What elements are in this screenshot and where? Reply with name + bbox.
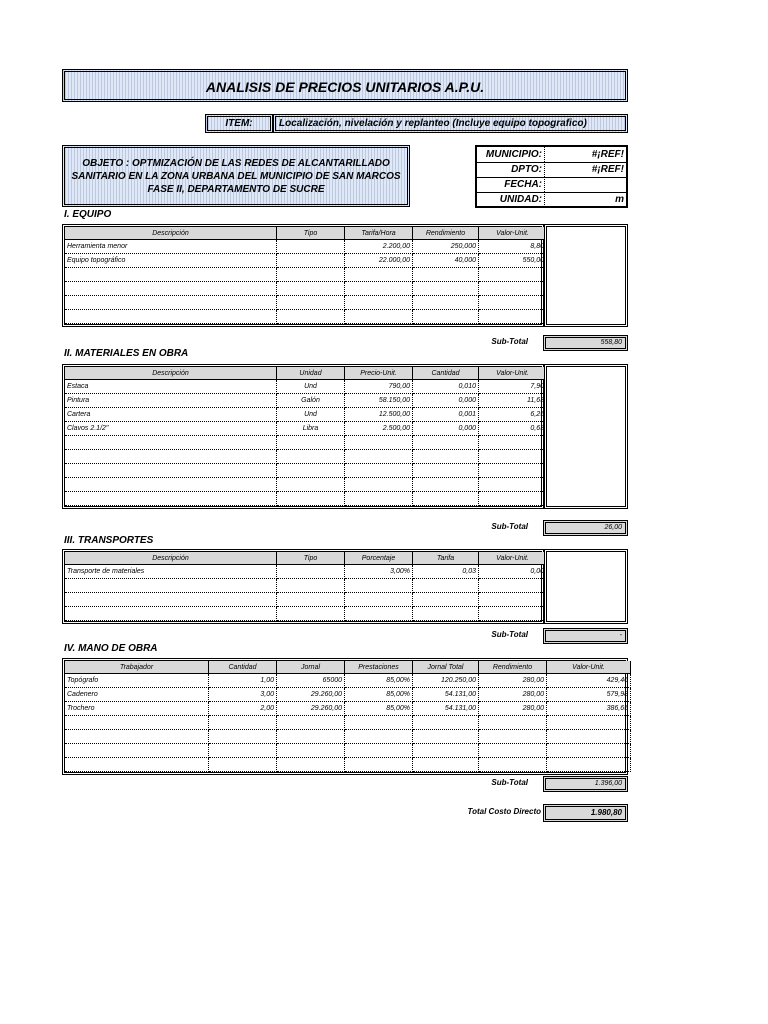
info-value-municipio: #¡REF! bbox=[591, 149, 624, 160]
transportes-side-box bbox=[544, 549, 628, 624]
transportes-cell bbox=[277, 593, 345, 607]
equipo-cell bbox=[345, 282, 413, 296]
materiales-side-box bbox=[544, 364, 628, 509]
mano_obra-cell bbox=[209, 716, 277, 730]
mano_obra-cell bbox=[277, 744, 345, 758]
transportes-cell bbox=[479, 607, 547, 621]
materiales-cell bbox=[479, 450, 547, 464]
materiales-subtotal-value: 26,00 bbox=[543, 520, 628, 536]
mano_obra-cell: 65000 bbox=[277, 674, 345, 688]
equipo-cell bbox=[413, 296, 479, 310]
mano_obra-cell: 85,00% bbox=[345, 674, 413, 688]
transportes-cell bbox=[277, 565, 345, 579]
mano_obra-cell bbox=[65, 758, 209, 772]
info-label-municipio: MUNICIPIO: bbox=[477, 147, 545, 162]
equipo-cell: Herramienta menor bbox=[65, 240, 277, 254]
mano_obra-cell: 29.260,00 bbox=[277, 702, 345, 716]
materiales-cell: Und bbox=[277, 380, 345, 394]
equipo-cell bbox=[65, 296, 277, 310]
materiales-cell bbox=[277, 436, 345, 450]
materiales-cell: 0,000 bbox=[413, 394, 479, 408]
materiales-cell: 7,90 bbox=[479, 380, 547, 394]
mano_obra-cell: 2,00 bbox=[209, 702, 277, 716]
equipo-header-1: Tipo bbox=[277, 227, 345, 240]
equipo-cell bbox=[65, 282, 277, 296]
mano_obra-cell: 280,00 bbox=[479, 674, 547, 688]
materiales-cell: 6,25 bbox=[479, 408, 547, 422]
mano_obra-header-2: Jornal bbox=[277, 661, 345, 674]
equipo-cell bbox=[277, 268, 345, 282]
materiales-cell: Libra bbox=[277, 422, 345, 436]
transportes-header-3: Tarifa bbox=[413, 552, 479, 565]
equipo-cell bbox=[277, 296, 345, 310]
materiales-cell: 0,63 bbox=[479, 422, 547, 436]
transportes-cell bbox=[65, 579, 277, 593]
equipo-cell bbox=[345, 296, 413, 310]
equipo-table bbox=[62, 224, 544, 327]
equipo-cell bbox=[479, 282, 547, 296]
mano_obra-header-4: Jornal Total bbox=[413, 661, 479, 674]
transportes-header-0: Descripción bbox=[65, 552, 277, 565]
mano_obra-cell bbox=[479, 758, 547, 772]
objeto-line-1: OBJETO : OPTMIZACIÓN DE LAS REDES DE ALCANTARILLADO bbox=[82, 157, 390, 169]
transportes-cell bbox=[413, 579, 479, 593]
materiales-cell: 2.500,00 bbox=[345, 422, 413, 436]
mano_obra-cell bbox=[345, 730, 413, 744]
equipo-cell bbox=[413, 268, 479, 282]
mano_obra-cell bbox=[547, 758, 631, 772]
materiales-cell bbox=[479, 492, 547, 506]
materiales-cell: Cartera bbox=[65, 408, 277, 422]
mano_obra-cell bbox=[65, 744, 209, 758]
materiales-table bbox=[62, 364, 544, 509]
title-banner bbox=[62, 69, 628, 102]
mano_obra-cell: 3,00 bbox=[209, 688, 277, 702]
materiales-header-0: Descripción bbox=[65, 367, 277, 380]
mano_obra-subtotal-label: Sub-Total bbox=[491, 778, 528, 787]
mano_obra-section-title: IV. MANO DE OBRA bbox=[64, 643, 158, 654]
transportes-cell bbox=[345, 579, 413, 593]
mano_obra-cell bbox=[413, 716, 479, 730]
mano_obra-cell bbox=[65, 716, 209, 730]
info-label-dpto: DPTO: bbox=[477, 162, 545, 177]
mano_obra-cell: 29.260,00 bbox=[277, 688, 345, 702]
transportes-cell bbox=[413, 607, 479, 621]
equipo-header-3: Rendimiento bbox=[413, 227, 479, 240]
materiales-subtotal-label: Sub-Total bbox=[491, 522, 528, 531]
equipo-cell bbox=[277, 282, 345, 296]
total-label: Total Costo Directo bbox=[467, 807, 541, 816]
item-value: Localización, nivelación y replanteo (Incluye equipo topografico) bbox=[273, 114, 628, 133]
transportes-cell bbox=[345, 593, 413, 607]
info-row-fecha bbox=[477, 177, 626, 193]
mano_obra-cell: 386,65 bbox=[547, 702, 631, 716]
transportes-cell bbox=[345, 607, 413, 621]
info-value-unidad: m bbox=[615, 194, 624, 205]
materiales-cell bbox=[65, 450, 277, 464]
mano_obra-cell bbox=[413, 758, 479, 772]
objeto-text bbox=[71, 157, 400, 196]
mano_obra-cell bbox=[479, 730, 547, 744]
equipo-cell bbox=[413, 310, 479, 324]
transportes-cell: 3,00% bbox=[345, 565, 413, 579]
equipo-subtotal-label: Sub-Total bbox=[491, 337, 528, 346]
equipo-cell: 250,000 bbox=[413, 240, 479, 254]
mano_obra-header-5: Rendimiento bbox=[479, 661, 547, 674]
materiales-cell: Estaca bbox=[65, 380, 277, 394]
mano_obra-cell bbox=[65, 730, 209, 744]
transportes-cell bbox=[65, 593, 277, 607]
mano_obra-cell bbox=[547, 744, 631, 758]
mano_obra-cell: Trochero bbox=[65, 702, 209, 716]
materiales-header-3: Cantidad bbox=[413, 367, 479, 380]
equipo-cell bbox=[277, 240, 345, 254]
transportes-subtotal-value: - bbox=[543, 628, 628, 644]
materiales-header-4: Valor-Unit. bbox=[479, 367, 547, 380]
equipo-cell bbox=[479, 268, 547, 282]
equipo-side-box bbox=[544, 224, 628, 327]
equipo-cell bbox=[345, 268, 413, 282]
transportes-table bbox=[62, 549, 544, 624]
mano_obra-cell: Cadenero bbox=[65, 688, 209, 702]
mano_obra-header-6: Valor-Unit. bbox=[547, 661, 631, 674]
objeto-line-3: FASE II, DEPARTAMENTO DE SUCRE bbox=[147, 183, 325, 195]
materiales-cell: Clavos 2.1/2" bbox=[65, 422, 277, 436]
transportes-section-title: III. TRANSPORTES bbox=[64, 535, 154, 546]
materiales-cell bbox=[277, 478, 345, 492]
transportes-cell bbox=[65, 607, 277, 621]
mano_obra-cell: 280,00 bbox=[479, 702, 547, 716]
transportes-header-2: Porcentaje bbox=[345, 552, 413, 565]
mano_obra-cell bbox=[345, 716, 413, 730]
info-row-municipio bbox=[477, 147, 626, 163]
transportes-cell bbox=[413, 593, 479, 607]
equipo-cell: 8,80 bbox=[479, 240, 547, 254]
transportes-header-4: Valor-Unit. bbox=[479, 552, 547, 565]
info-row-unidad bbox=[477, 192, 626, 207]
transportes-cell: 0,03 bbox=[413, 565, 479, 579]
objeto-line-2: SANITARIO EN LA ZONA URBANA DEL MUNICIPIO DE SAN MARCOS bbox=[71, 170, 401, 182]
info-label-unidad: UNIDAD: bbox=[477, 192, 545, 207]
mano_obra-cell bbox=[277, 730, 345, 744]
materiales-cell: Galón bbox=[277, 394, 345, 408]
transportes-cell bbox=[277, 607, 345, 621]
materiales-section-title: II. MATERIALES EN OBRA bbox=[64, 348, 189, 359]
materiales-cell bbox=[65, 436, 277, 450]
equipo-cell bbox=[65, 268, 277, 282]
mano_obra-cell bbox=[479, 716, 547, 730]
materiales-cell bbox=[345, 492, 413, 506]
objeto-box bbox=[62, 145, 410, 207]
mano_obra-cell: 85,00% bbox=[345, 688, 413, 702]
materiales-cell bbox=[413, 436, 479, 450]
info-value-fecha bbox=[545, 177, 626, 192]
materiales-cell: 11,63 bbox=[479, 394, 547, 408]
info-value-dpto: #¡REF! bbox=[591, 164, 624, 175]
materiales-cell bbox=[413, 464, 479, 478]
mano_obra-cell: 1,00 bbox=[209, 674, 277, 688]
mano_obra-cell bbox=[277, 716, 345, 730]
info-box bbox=[475, 145, 628, 208]
transportes-cell bbox=[277, 579, 345, 593]
equipo-header-0: Descripción bbox=[65, 227, 277, 240]
equipo-header-2: Tarifa/Hora bbox=[345, 227, 413, 240]
materiales-cell: 58.150,00 bbox=[345, 394, 413, 408]
equipo-cell bbox=[345, 310, 413, 324]
mano_obra-subtotal-value: 1.396,00 bbox=[543, 776, 628, 792]
equipo-cell: 2.200,00 bbox=[345, 240, 413, 254]
equipo-subtotal-value: 558,80 bbox=[543, 335, 628, 351]
materiales-cell bbox=[277, 464, 345, 478]
materiales-cell bbox=[345, 450, 413, 464]
mano_obra-cell bbox=[547, 716, 631, 730]
mano_obra-header-0: Trabajador bbox=[65, 661, 209, 674]
mano_obra-cell: Topógrafo bbox=[65, 674, 209, 688]
materiales-cell bbox=[65, 464, 277, 478]
info-label-fecha: FECHA: bbox=[477, 177, 545, 192]
equipo-cell: 550,00 bbox=[479, 254, 547, 268]
materiales-cell: 0,010 bbox=[413, 380, 479, 394]
equipo-header-4: Valor-Unit. bbox=[479, 227, 547, 240]
equipo-cell: Equipo topográfico bbox=[65, 254, 277, 268]
materiales-cell bbox=[479, 464, 547, 478]
materiales-cell: 0,001 bbox=[413, 408, 479, 422]
materiales-cell bbox=[479, 478, 547, 492]
equipo-section-title: I. EQUIPO bbox=[64, 209, 112, 220]
materiales-cell bbox=[345, 478, 413, 492]
equipo-cell bbox=[277, 310, 345, 324]
materiales-cell: 12.500,00 bbox=[345, 408, 413, 422]
mano_obra-cell bbox=[209, 744, 277, 758]
mano_obra-header-1: Cantidad bbox=[209, 661, 277, 674]
mano_obra-cell bbox=[413, 730, 479, 744]
materiales-cell: Und bbox=[277, 408, 345, 422]
total-value: 1.980,80 bbox=[543, 804, 628, 822]
item-label: ITEM: bbox=[205, 114, 273, 133]
equipo-cell: 40,000 bbox=[413, 254, 479, 268]
transportes-header-1: Tipo bbox=[277, 552, 345, 565]
equipo-cell bbox=[277, 254, 345, 268]
mano_obra-cell bbox=[479, 744, 547, 758]
materiales-cell: Pintura bbox=[65, 394, 277, 408]
materiales-cell bbox=[413, 478, 479, 492]
equipo-cell: 22.000,00 bbox=[345, 254, 413, 268]
mano_obra-cell: 429,46 bbox=[547, 674, 631, 688]
materiales-cell bbox=[413, 450, 479, 464]
info-row-dpto bbox=[477, 162, 626, 178]
mano_obra-cell: 579,98 bbox=[547, 688, 631, 702]
materiales-cell bbox=[277, 450, 345, 464]
mano_obra-cell bbox=[345, 758, 413, 772]
materiales-cell bbox=[65, 478, 277, 492]
mano_obra-cell: 85,00% bbox=[345, 702, 413, 716]
materiales-cell bbox=[413, 492, 479, 506]
mano_obra-cell bbox=[345, 744, 413, 758]
mano_obra-cell bbox=[547, 730, 631, 744]
materiales-header-2: Precio-Unit. bbox=[345, 367, 413, 380]
equipo-cell bbox=[479, 296, 547, 310]
materiales-cell bbox=[479, 436, 547, 450]
mano_obra-cell: 54.131,00 bbox=[413, 702, 479, 716]
materiales-cell bbox=[277, 492, 345, 506]
materiales-cell: 0,000 bbox=[413, 422, 479, 436]
materiales-header-1: Unidad bbox=[277, 367, 345, 380]
transportes-cell bbox=[479, 593, 547, 607]
mano_obra-header-3: Prestaciones bbox=[345, 661, 413, 674]
mano_obra-table bbox=[62, 658, 628, 775]
materiales-cell bbox=[345, 436, 413, 450]
transportes-cell: Transporte de materiales bbox=[65, 565, 277, 579]
equipo-cell bbox=[479, 310, 547, 324]
materiales-cell bbox=[65, 492, 277, 506]
materiales-cell: 790,00 bbox=[345, 380, 413, 394]
mano_obra-cell bbox=[209, 758, 277, 772]
mano_obra-cell: 280,00 bbox=[479, 688, 547, 702]
mano_obra-cell bbox=[277, 758, 345, 772]
mano_obra-cell bbox=[413, 744, 479, 758]
transportes-subtotal-label: Sub-Total bbox=[491, 630, 528, 639]
transportes-cell bbox=[479, 579, 547, 593]
materiales-cell bbox=[345, 464, 413, 478]
page-title: ANALISIS DE PRECIOS UNITARIOS A.P.U. bbox=[205, 79, 485, 95]
mano_obra-cell: 120.250,00 bbox=[413, 674, 479, 688]
mano_obra-cell: 54.131,00 bbox=[413, 688, 479, 702]
mano_obra-cell bbox=[209, 730, 277, 744]
equipo-cell bbox=[413, 282, 479, 296]
equipo-cell bbox=[65, 310, 277, 324]
transportes-cell: 0,00 bbox=[479, 565, 547, 579]
